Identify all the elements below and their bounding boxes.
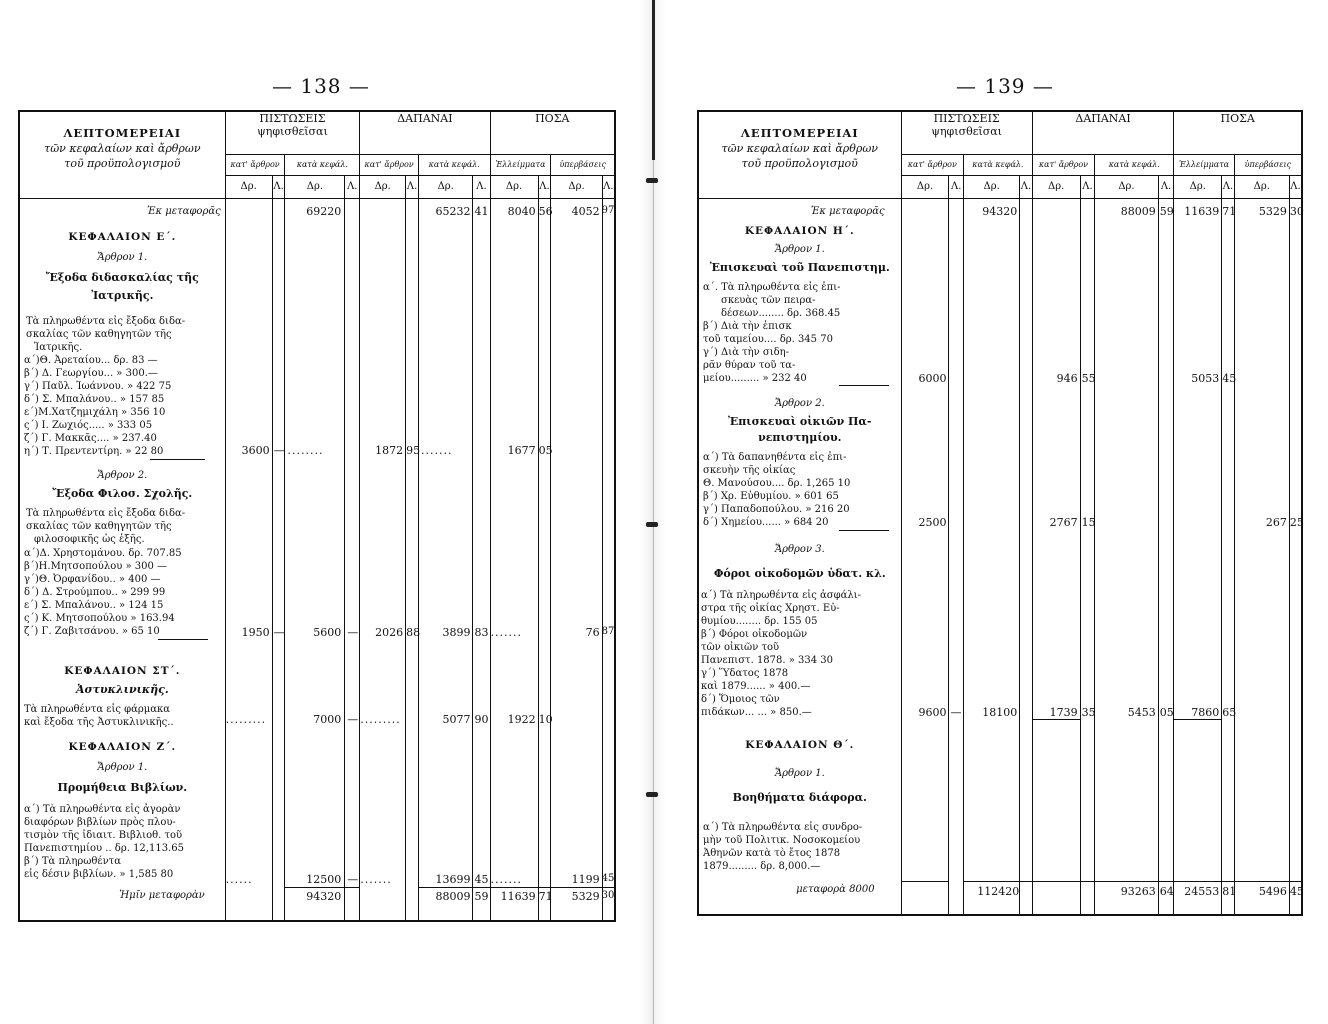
sub-header: Ἐλλείμματα [490, 155, 551, 176]
amount: 88009 [435, 890, 471, 903]
unit-l: Λ. [949, 176, 964, 199]
text-line: πιδάκων... ... » 850.— [701, 707, 812, 718]
amount: 2767 [1049, 516, 1078, 529]
cents: 25 [1289, 516, 1304, 529]
sums-header: ΠΟΣΑ [1174, 111, 1302, 155]
text-line: γ΄) Παπαδοπούλου. » 216 20 [703, 504, 850, 515]
text-line: β΄) Διὰ τὴν ἐπισκ [703, 321, 792, 332]
text-line: τισμὸν τῆς ἰδιαιτ. Βιβλιοθ. τοῦ [24, 830, 183, 841]
sum-rule [150, 459, 205, 460]
sum-rule [839, 530, 889, 531]
amount: 88009 [1120, 205, 1156, 218]
credits-header: ΠΙΣΤΩΣΕΙΣ ψηφισθεῖσαι [901, 111, 1032, 155]
unit-dr: Δρ. [490, 176, 538, 199]
sub-header: Ἐλλείμματα [1174, 155, 1234, 176]
cents: 71 [1222, 205, 1237, 218]
amount: 5496 [1258, 885, 1287, 898]
amount: 7000 [313, 713, 342, 726]
unit-l: Λ. [538, 176, 551, 199]
cents: 95 [406, 444, 421, 457]
total-rule [1020, 881, 1031, 882]
item-line: ζ΄) Γ. Μακκᾶς.... » 237.40 [24, 433, 157, 444]
item-line: δ΄) Σ. Μπαλάνου.. » 157 85 [24, 394, 165, 405]
unit-l: Λ. [1158, 176, 1174, 199]
deficit-dr-column [1174, 199, 1222, 916]
amount: 12500 [306, 873, 342, 886]
amount: 5053 [1191, 372, 1220, 385]
credits-header: ΠΙΣΤΩΣΕΙΣ ψηφισθεῖσαι [225, 111, 360, 155]
amount: 3899 [442, 626, 471, 639]
amount: 2500 [918, 516, 947, 529]
total-rule [1033, 719, 1080, 720]
unit-dr: Δρ. [225, 176, 272, 199]
amount: 11639 [1184, 205, 1220, 218]
left-page-number: — 138 — [272, 74, 370, 98]
cents: 64 [1159, 885, 1174, 898]
credit-chapter-l-column [345, 199, 360, 922]
total-rule [902, 881, 949, 882]
amount: 11639 [500, 890, 536, 903]
cents: 56 [538, 205, 553, 218]
article-label: Ἄρθρον 1. [97, 252, 148, 263]
article-heading: Ἔξοδα Φιλοσ. Σχολῆς. [52, 487, 193, 500]
amount: 8040 [507, 205, 536, 218]
chapter-title: ΚΕΦΑΛΑΙΟΝ Ε΄. [68, 231, 177, 243]
total-rule [419, 887, 472, 888]
details-header: ΛΕΠΤΟΜΕΡΕΙΑΙ τῶν κεφαλαίων καὶ ἄρθρων τοῦ προϋπολογισμοῦ [19, 111, 225, 199]
credit-chapter-dr-column [285, 199, 345, 922]
total-rule [1159, 881, 1174, 882]
text-line: διαφόρων βιβλίων πρὸς πλου- [24, 817, 176, 828]
expenses-header: ΔΑΠΑΝΑΙ [1032, 111, 1174, 155]
amount: 6000 [918, 372, 947, 385]
item-line: ε΄)Μ.Χατζημιχάλη » 356 10 [24, 407, 166, 418]
article-label: Ἄρθρον 3. [774, 544, 825, 555]
total-rule [285, 887, 344, 888]
cents: 05 [1159, 706, 1174, 719]
unit-dr: Δρ. [1174, 176, 1222, 199]
text-line: Ἀθηνῶν κατὰ τὸ ἔτος 1878 [703, 848, 841, 859]
text-line: μείου......... » 232 40 [703, 373, 807, 384]
cents: 30 [601, 890, 615, 901]
cents: 81 [1222, 885, 1237, 898]
unit-dr: Δρ. [360, 176, 406, 199]
total-rule [1095, 881, 1158, 882]
text-line: Πανεπιστ. 1878. » 334 30 [701, 655, 834, 666]
unit-l: Λ. [406, 176, 419, 199]
dash: — [950, 706, 962, 719]
gutter-mark [646, 522, 658, 527]
sub-header: κατ' ἄρθρον [360, 155, 419, 176]
chapter-title: ΚΕΦΑΛΑΙΟΝ Θ΄. [745, 739, 855, 751]
dots: ......... [225, 713, 267, 726]
gutter-mark [646, 178, 658, 183]
cents: 87 [601, 626, 615, 637]
text-line: α΄) Τὰ πληρωθέντα εἰς ἀσφάλι- [701, 590, 861, 601]
cents: 90 [474, 713, 489, 726]
text-line: τοῦ ταμείου.... δρ. 345 70 [703, 334, 833, 345]
sub-header: κατ' ἄρθρον [1032, 155, 1094, 176]
cents: 97 [601, 205, 615, 216]
amount: 267 [1265, 516, 1287, 529]
amount: 3600 [241, 444, 270, 457]
item-line: ε΄) Σ. Μπαλάνου.. » 124 15 [24, 600, 164, 611]
article-label: Ἄρθρον 2. [97, 470, 148, 481]
cents: 45 [601, 873, 615, 884]
dots: ....... [360, 873, 392, 886]
text-line: δ΄) Ὅμοιος τῶν [701, 694, 780, 705]
gutter-shadow [652, 0, 655, 160]
deficit-l-column [538, 199, 551, 922]
sub-header: κατ' ἄρθρον [225, 155, 285, 176]
amount: 13699 [435, 873, 471, 886]
amount: 5600 [313, 626, 342, 639]
dash: — [273, 626, 285, 639]
unit-l: Λ. [1289, 176, 1302, 199]
amount: 24553 [1184, 885, 1220, 898]
left-ledger-table [18, 110, 616, 922]
expenses-header: ΔΑΠΑΝΑΙ [360, 111, 490, 155]
amount: 1922 [507, 713, 536, 726]
credit-article-l-column [272, 199, 285, 922]
expense-chapter-l-column [473, 199, 490, 922]
total-rule [1081, 881, 1095, 882]
total-rule [1235, 881, 1289, 882]
unit-dr: Δρ. [285, 176, 345, 199]
article-heading: Φόροι οἰκοδομῶν ὑδατ. κλ. [713, 567, 886, 580]
item-line: β΄) Δ. Γεωργίου... » 300.— [24, 368, 158, 379]
total-rule [551, 887, 601, 888]
expense-article-dr-column [1032, 199, 1080, 916]
unit-l: Λ. [602, 176, 615, 199]
cents: 83 [474, 626, 489, 639]
details-header: ΛΕΠΤΟΜΕΡΕΙΑΙ τῶν κεφαλαίων καὶ ἄρθρων τοῦ προϋπολογισμοῦ [698, 111, 901, 199]
item-line: ς΄) Κ. Μητσοπούλου » 163.94 [24, 613, 175, 624]
text-line: σκευὰς τῶν πειρα- [721, 295, 816, 306]
text-line: β΄) Φόροι οἰκοδομῶν [701, 629, 808, 640]
amount: 2026 [375, 626, 404, 639]
dots: ........ [287, 444, 324, 457]
carry-label: Ἐκ μεταφορᾶς [810, 206, 885, 217]
cents: 45 [474, 873, 489, 886]
article-heading: Ἔξοδα διδασκαλίας τῆς [45, 271, 199, 284]
amount: 1872 [375, 444, 404, 457]
amount: 76 [585, 626, 600, 639]
text-line: β΄) Τὰ πληρωθέντα [24, 856, 121, 867]
amount: 9600 [918, 706, 947, 719]
text-line: καὶ ἔξοδα τῆς Ἀστυκλινικῆς.. [24, 717, 174, 728]
article-heading: Ἰατρικῆς. [91, 289, 154, 302]
cents: 30 [1289, 205, 1304, 218]
text-line: τῶν οἰκιῶν τοῦ [701, 642, 780, 653]
text-line: 1879......... δρ. 8,000.— [703, 861, 821, 872]
deficit-l-column [1222, 199, 1237, 916]
amount: 5453 [1127, 706, 1156, 719]
article-label: Ἄρθρον 2. [774, 398, 825, 409]
unit-l: Λ. [1020, 176, 1032, 199]
text-line: σκευὴν τῆς οἰκίας [703, 465, 796, 476]
cents: 35 [1081, 706, 1096, 719]
amount: 18100 [982, 706, 1018, 719]
total-rule [539, 887, 551, 888]
overrun-l-column [602, 199, 615, 922]
gutter-mark [646, 792, 658, 797]
article-heading: Ἀστυκλινικῆς. [75, 683, 169, 696]
article-heading: Ἐπισκευαὶ οἰκιῶν Πα- [728, 415, 872, 428]
unit-l: Λ. [1222, 176, 1234, 199]
total-rule [345, 887, 359, 888]
text-line: α΄. Τὰ πληρωθέντα εἰς ἐπι- [703, 282, 841, 293]
dash: — [347, 626, 359, 639]
total-rule [1033, 881, 1080, 882]
amount: 5329 [571, 890, 600, 903]
unit-dr: Δρ. [1234, 176, 1289, 199]
amount: 5329 [1258, 205, 1287, 218]
item-line: γ΄)Θ. Ὀρφανίδου.. » 400 — [24, 574, 161, 585]
sub-header: ὑπερβάσεις [551, 155, 615, 176]
amount: 1677 [507, 444, 536, 457]
amount: 94320 [982, 205, 1018, 218]
total-rule [491, 887, 538, 888]
unit-dr: Δρ. [1032, 176, 1080, 199]
footer-label: μεταφορὰ 8000 [796, 884, 875, 895]
item-line: α΄)Θ. Ἀρεταίου... δρ. 83 — [24, 355, 158, 366]
text-line: β΄) Χρ. Εὐθυμίου. » 601 65 [703, 491, 839, 502]
gutter-fold [653, 160, 654, 1024]
credit-article-dr-column [225, 199, 272, 922]
footer-label: Ἡμῖν μεταφορὰν [119, 890, 205, 901]
text-line: θυμίου........ δρ. 155 05 [701, 616, 818, 627]
expense-article-l-column [406, 199, 419, 922]
cents: 71 [538, 890, 553, 903]
dots: ....... [490, 873, 523, 886]
cents: 88 [406, 626, 421, 639]
chapter-title: ΚΕΦΑΛΑΙΟΝ ΣΤ΄. [64, 665, 181, 677]
sub-header: κατὰ κεφάλ. [1095, 155, 1174, 176]
dots: ...... [225, 873, 253, 886]
article-heading: Βοηθήματα διάφορα. [732, 791, 867, 804]
text-line: γ΄) Διὰ τὴν σιδη- [703, 347, 790, 358]
item-line: β΄)Η.Μητσοπούλου » 300 — [24, 561, 168, 572]
dash: — [347, 873, 359, 886]
expense-chapter-dr-column [418, 199, 472, 922]
carry-label: Ἐκ μεταφορᾶς [147, 206, 221, 217]
dots: ......... [360, 713, 401, 726]
unit-l: Λ. [272, 176, 285, 199]
item-line: γ΄) Παῦλ. Ἰωάννου. » 422 75 [24, 381, 172, 392]
amount: 5077 [442, 713, 471, 726]
article-label: Ἄρθρον 1. [97, 762, 148, 773]
total-rule [603, 887, 614, 888]
text-line: δ΄) Χημείου...... » 684 20 [703, 517, 829, 528]
article-label: Ἄρθρον 1. [774, 768, 825, 779]
cents: 65 [1222, 706, 1237, 719]
unit-l: Λ. [345, 176, 360, 199]
item-line: α΄)Δ. Χρηστομάνου. δρ. 707.85 [24, 548, 182, 559]
amount: 1739 [1049, 706, 1078, 719]
amount: 112420 [977, 885, 1020, 898]
dots: ....... [420, 444, 453, 457]
right-ledger-table [697, 110, 1303, 916]
credit-article-l-column [949, 199, 964, 916]
text-line: καὶ 1879...... » 400.— [701, 681, 811, 692]
total-rule [964, 881, 1019, 882]
cents: 41 [474, 205, 489, 218]
dots: ....... [490, 626, 523, 639]
amount: 94320 [306, 890, 342, 903]
amount: 4052 [571, 205, 600, 218]
text-line: φιλοσοφικῆς ὡς ἑξῆς. [34, 534, 145, 545]
text-line: Ἰατρικῆς. [34, 342, 83, 353]
cents: 45 [1289, 885, 1304, 898]
item-line: ς΄) Ι. Ζωχιός..... » 333 05 [24, 420, 153, 431]
text-line: γ΄) Ὕδατος 1878 [701, 668, 789, 679]
cents: 15 [1081, 516, 1096, 529]
text-line: Τὰ πληρωθέντα εἰς ἔξοδα διδα- [26, 316, 186, 327]
unit-l: Λ. [1080, 176, 1095, 199]
item-line: δ΄) Δ. Στρούμπου.. » 299 99 [24, 587, 166, 598]
details-column [698, 199, 901, 916]
total-rule [1174, 881, 1221, 882]
cents: 45 [1222, 372, 1237, 385]
amount: 1199 [571, 873, 600, 886]
deficit-dr-column [490, 199, 538, 922]
cents: 10 [538, 713, 553, 726]
cents: 05 [538, 444, 553, 457]
sub-header: κατὰ κεφάλ. [964, 155, 1033, 176]
article-label: Ἄρθρον 1. [774, 244, 825, 255]
sum-rule [839, 385, 889, 386]
text-line: α΄) Τὰ δαπανηθέντα εἰς ἐπι- [703, 452, 847, 463]
text-line: στρα τῆς οἰκίας Χρηστ. Εὐ- [701, 603, 840, 614]
text-line: μὴν τοῦ Πολιτικ. Νοσοκομείου [703, 835, 861, 846]
total-rule [473, 887, 489, 888]
chapter-title: ΚΕΦΑΛΑΙΟΝ Ζ΄. [68, 741, 177, 753]
sub-header: κατὰ κεφάλ. [285, 155, 360, 176]
dash: — [347, 713, 359, 726]
text-line: α΄) Τὰ πληρωθέντα εἰς συνδρο- [703, 822, 863, 833]
amount: 946 [1056, 372, 1078, 385]
right-page-number: — 139 — [956, 74, 1054, 98]
text-line: εἰς δέσιν βιβλίων. » 1,585 80 [24, 869, 174, 880]
expense-article-dr-column [360, 199, 406, 922]
article-heading: νεπιστημίου. [758, 431, 842, 444]
item-line: η΄) Τ. Πρεντεντίρη. » 22 80 [24, 446, 164, 457]
text-line: Θ. Μανούσου.... δρ. 1,265 10 [703, 478, 851, 489]
cents: 59 [1159, 205, 1174, 218]
details-column [19, 199, 225, 922]
amount: 69220 [306, 205, 342, 218]
text-line: σκαλίας τῶν καθηγητῶν τῆς [26, 521, 172, 532]
overrun-dr-column [1234, 199, 1289, 916]
unit-dr: Δρ. [551, 176, 602, 199]
amount: 65232 [435, 205, 471, 218]
amount: 1950 [241, 626, 270, 639]
item-line: ζ΄) Γ. Ζαβιτσάνου. » 65 10 [24, 626, 160, 637]
sums-header: ΠΟΣΑ [490, 111, 615, 155]
expense-article-l-column [1080, 199, 1095, 916]
text-line: Τὰ πληρωθέντα εἰς φάρμακα [24, 704, 171, 715]
text-line: σκαλίας τῶν καθηγητῶν τῆς [26, 329, 172, 340]
text-line: α΄) Τὰ πληρωθέντα εἰς ἀγορὰν [24, 804, 181, 815]
total-rule [1222, 881, 1233, 882]
unit-l: Λ. [473, 176, 490, 199]
unit-dr: Δρ. [964, 176, 1020, 199]
chapter-title: ΚΕΦΑΛΑΙΟΝ Η΄. [744, 225, 855, 237]
total-rule [1290, 881, 1301, 882]
text-line: Τὰ πληρωθέντα εἰς ἔξοδα διδα- [26, 508, 186, 519]
dash: — [273, 444, 285, 457]
text-line: δέσεων........ δρ. 368.45 [721, 308, 841, 319]
article-heading: Ἐπισκευαὶ τοῦ Πανεπιστημ. [709, 261, 890, 274]
cents: 55 [1081, 372, 1096, 385]
text-line: Πανεπιστημίου .. δρ. 12,113.65 [24, 843, 184, 854]
unit-dr: Δρ. [418, 176, 472, 199]
overrun-l-column [1289, 199, 1302, 916]
total-rule [1174, 719, 1221, 720]
overrun-dr-column [551, 199, 602, 922]
amount: 93263 [1120, 885, 1156, 898]
sub-header: κατ' ἄρθρον [901, 155, 963, 176]
sum-rule [158, 639, 208, 640]
credit-chapter-l-column [1020, 199, 1032, 916]
sub-header: ὑπερβάσεις [1234, 155, 1302, 176]
article-heading: Προμήθεια Βιβλίων. [57, 781, 188, 794]
text-line: ρᾶν θύραν τοῦ τα- [703, 360, 796, 371]
credit-article-dr-column [901, 199, 949, 916]
cents: 59 [474, 890, 489, 903]
sub-header: κατὰ κεφάλ. [418, 155, 490, 176]
unit-dr: Δρ. [901, 176, 949, 199]
expense-chapter-l-column [1158, 199, 1174, 916]
credit-chapter-dr-column [964, 199, 1020, 916]
unit-dr: Δρ. [1095, 176, 1159, 199]
expense-chapter-dr-column [1095, 199, 1159, 916]
amount: 7860 [1191, 706, 1220, 719]
